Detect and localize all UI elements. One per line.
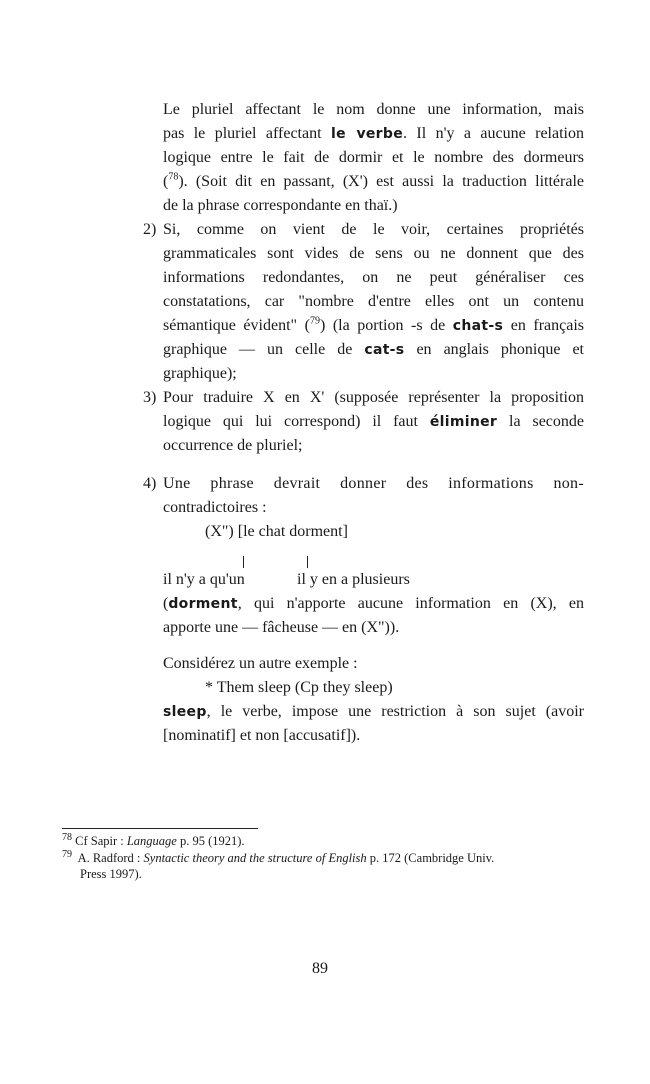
text: ( bbox=[163, 595, 169, 612]
text-line bbox=[163, 412, 584, 432]
text-line bbox=[163, 474, 584, 494]
bar-left bbox=[243, 556, 244, 568]
text: graphique — un celle de bbox=[163, 341, 365, 358]
text: Cf Sapir : bbox=[75, 834, 127, 848]
footnote-continuation: Press 1997). bbox=[80, 867, 142, 881]
text: pas le pluriel affectant bbox=[163, 125, 331, 142]
text-line bbox=[163, 618, 584, 638]
text-line bbox=[163, 220, 584, 240]
text: constatations, car "nombre d'entre elles ont un contenu bbox=[163, 293, 584, 310]
text: Le pluriel affectant le nom donne une information, mais bbox=[163, 101, 584, 118]
text: A. Radford : bbox=[77, 851, 144, 865]
footnote-rule bbox=[62, 828, 258, 829]
text-line bbox=[163, 148, 584, 168]
text: logique qui lui correspond) il faut bbox=[163, 413, 430, 430]
footnote-number: 79 bbox=[62, 848, 72, 860]
footnote-title: Syntactic theory and the structure of English bbox=[143, 851, 367, 865]
bold-term: cat-s bbox=[364, 342, 405, 358]
text: en français bbox=[503, 317, 584, 334]
text: logique entre le fait de dormir et le nombre des dormeurs bbox=[163, 149, 584, 166]
footnote bbox=[62, 833, 245, 849]
text: de la phrase correspondante en thaï.) bbox=[163, 197, 398, 214]
text-line bbox=[163, 436, 584, 456]
text-line bbox=[163, 172, 584, 192]
list-number: 3) bbox=[143, 389, 157, 406]
text: , le verbe, impose une restriction à son sujet (avoir bbox=[206, 703, 584, 720]
text: ( bbox=[163, 173, 169, 190]
text: Pour traduire X en X' (supposée représenter la proposition bbox=[163, 389, 584, 406]
text: [nominatif] et non [accusatif]). bbox=[163, 727, 361, 744]
text: , qui n'apporte aucune information en (X), en bbox=[237, 595, 584, 612]
text-line bbox=[163, 196, 584, 216]
bold-term: sleep bbox=[163, 704, 207, 720]
text-line bbox=[163, 244, 584, 264]
text-line bbox=[163, 702, 584, 722]
bold-term: éliminer bbox=[429, 414, 498, 430]
bar-right bbox=[307, 556, 308, 568]
text: en anglais phonique et bbox=[404, 341, 584, 358]
text-line bbox=[163, 388, 584, 408]
bold-term: chat-s bbox=[452, 318, 504, 334]
footnote-ref: 78 bbox=[168, 172, 179, 183]
gloss-right: il y en a plusieurs bbox=[297, 571, 410, 588]
footnote-title: Language bbox=[126, 834, 177, 848]
text-line bbox=[163, 316, 584, 336]
text-line bbox=[163, 340, 584, 360]
text: grammaticales sont vides de sens ou ne donnent que des bbox=[163, 245, 584, 262]
footnote-number: 78 bbox=[62, 831, 72, 843]
text: informations redondantes, on ne peut généraliser ces bbox=[163, 269, 584, 286]
example-sentence: * Them sleep (Cp they sleep) bbox=[205, 679, 393, 696]
bold-term: dorment bbox=[168, 596, 238, 612]
list-number: 2) bbox=[143, 221, 157, 238]
text: sémantique évident" ( bbox=[163, 317, 310, 334]
text: graphique); bbox=[163, 365, 237, 382]
footnote-ref: 79 bbox=[309, 316, 320, 327]
text: p. 95 (1921). bbox=[176, 834, 245, 848]
text-line bbox=[163, 498, 584, 518]
text-line: Considérez un autre exemple : bbox=[163, 655, 358, 672]
text-line bbox=[163, 124, 584, 144]
text-line bbox=[163, 268, 584, 288]
text: ). (Soit dit en passant, (X') est aussi la traduction littérale bbox=[178, 173, 584, 190]
text-line bbox=[163, 726, 584, 746]
text: la seconde bbox=[497, 413, 584, 430]
text: Une phrase devrait donner des informations non- bbox=[163, 475, 584, 492]
text: Si, comme on vient de le voir, certaines propriétés bbox=[163, 221, 584, 238]
text: apporte une — fâcheuse — en (X")). bbox=[163, 619, 400, 636]
example-sentence: (X") [le chat dorment] bbox=[205, 523, 348, 540]
text: p. 172 (Cambridge Univ. bbox=[366, 851, 495, 865]
footnote bbox=[62, 850, 494, 866]
text-line bbox=[163, 364, 584, 384]
page-number: 89 bbox=[312, 960, 328, 977]
text: contradictoires : bbox=[163, 499, 267, 516]
text: ) (la portion -s de bbox=[319, 317, 453, 334]
text-line bbox=[163, 100, 584, 120]
gloss-left: il n'y a qu'un bbox=[163, 571, 245, 588]
text-line bbox=[163, 292, 584, 312]
bold-term: le verbe bbox=[330, 126, 403, 142]
list-number: 4) bbox=[143, 475, 157, 492]
text: . Il n'y a aucune relation bbox=[403, 125, 584, 142]
text: occurrence de pluriel; bbox=[163, 437, 303, 454]
text-line bbox=[163, 594, 584, 614]
